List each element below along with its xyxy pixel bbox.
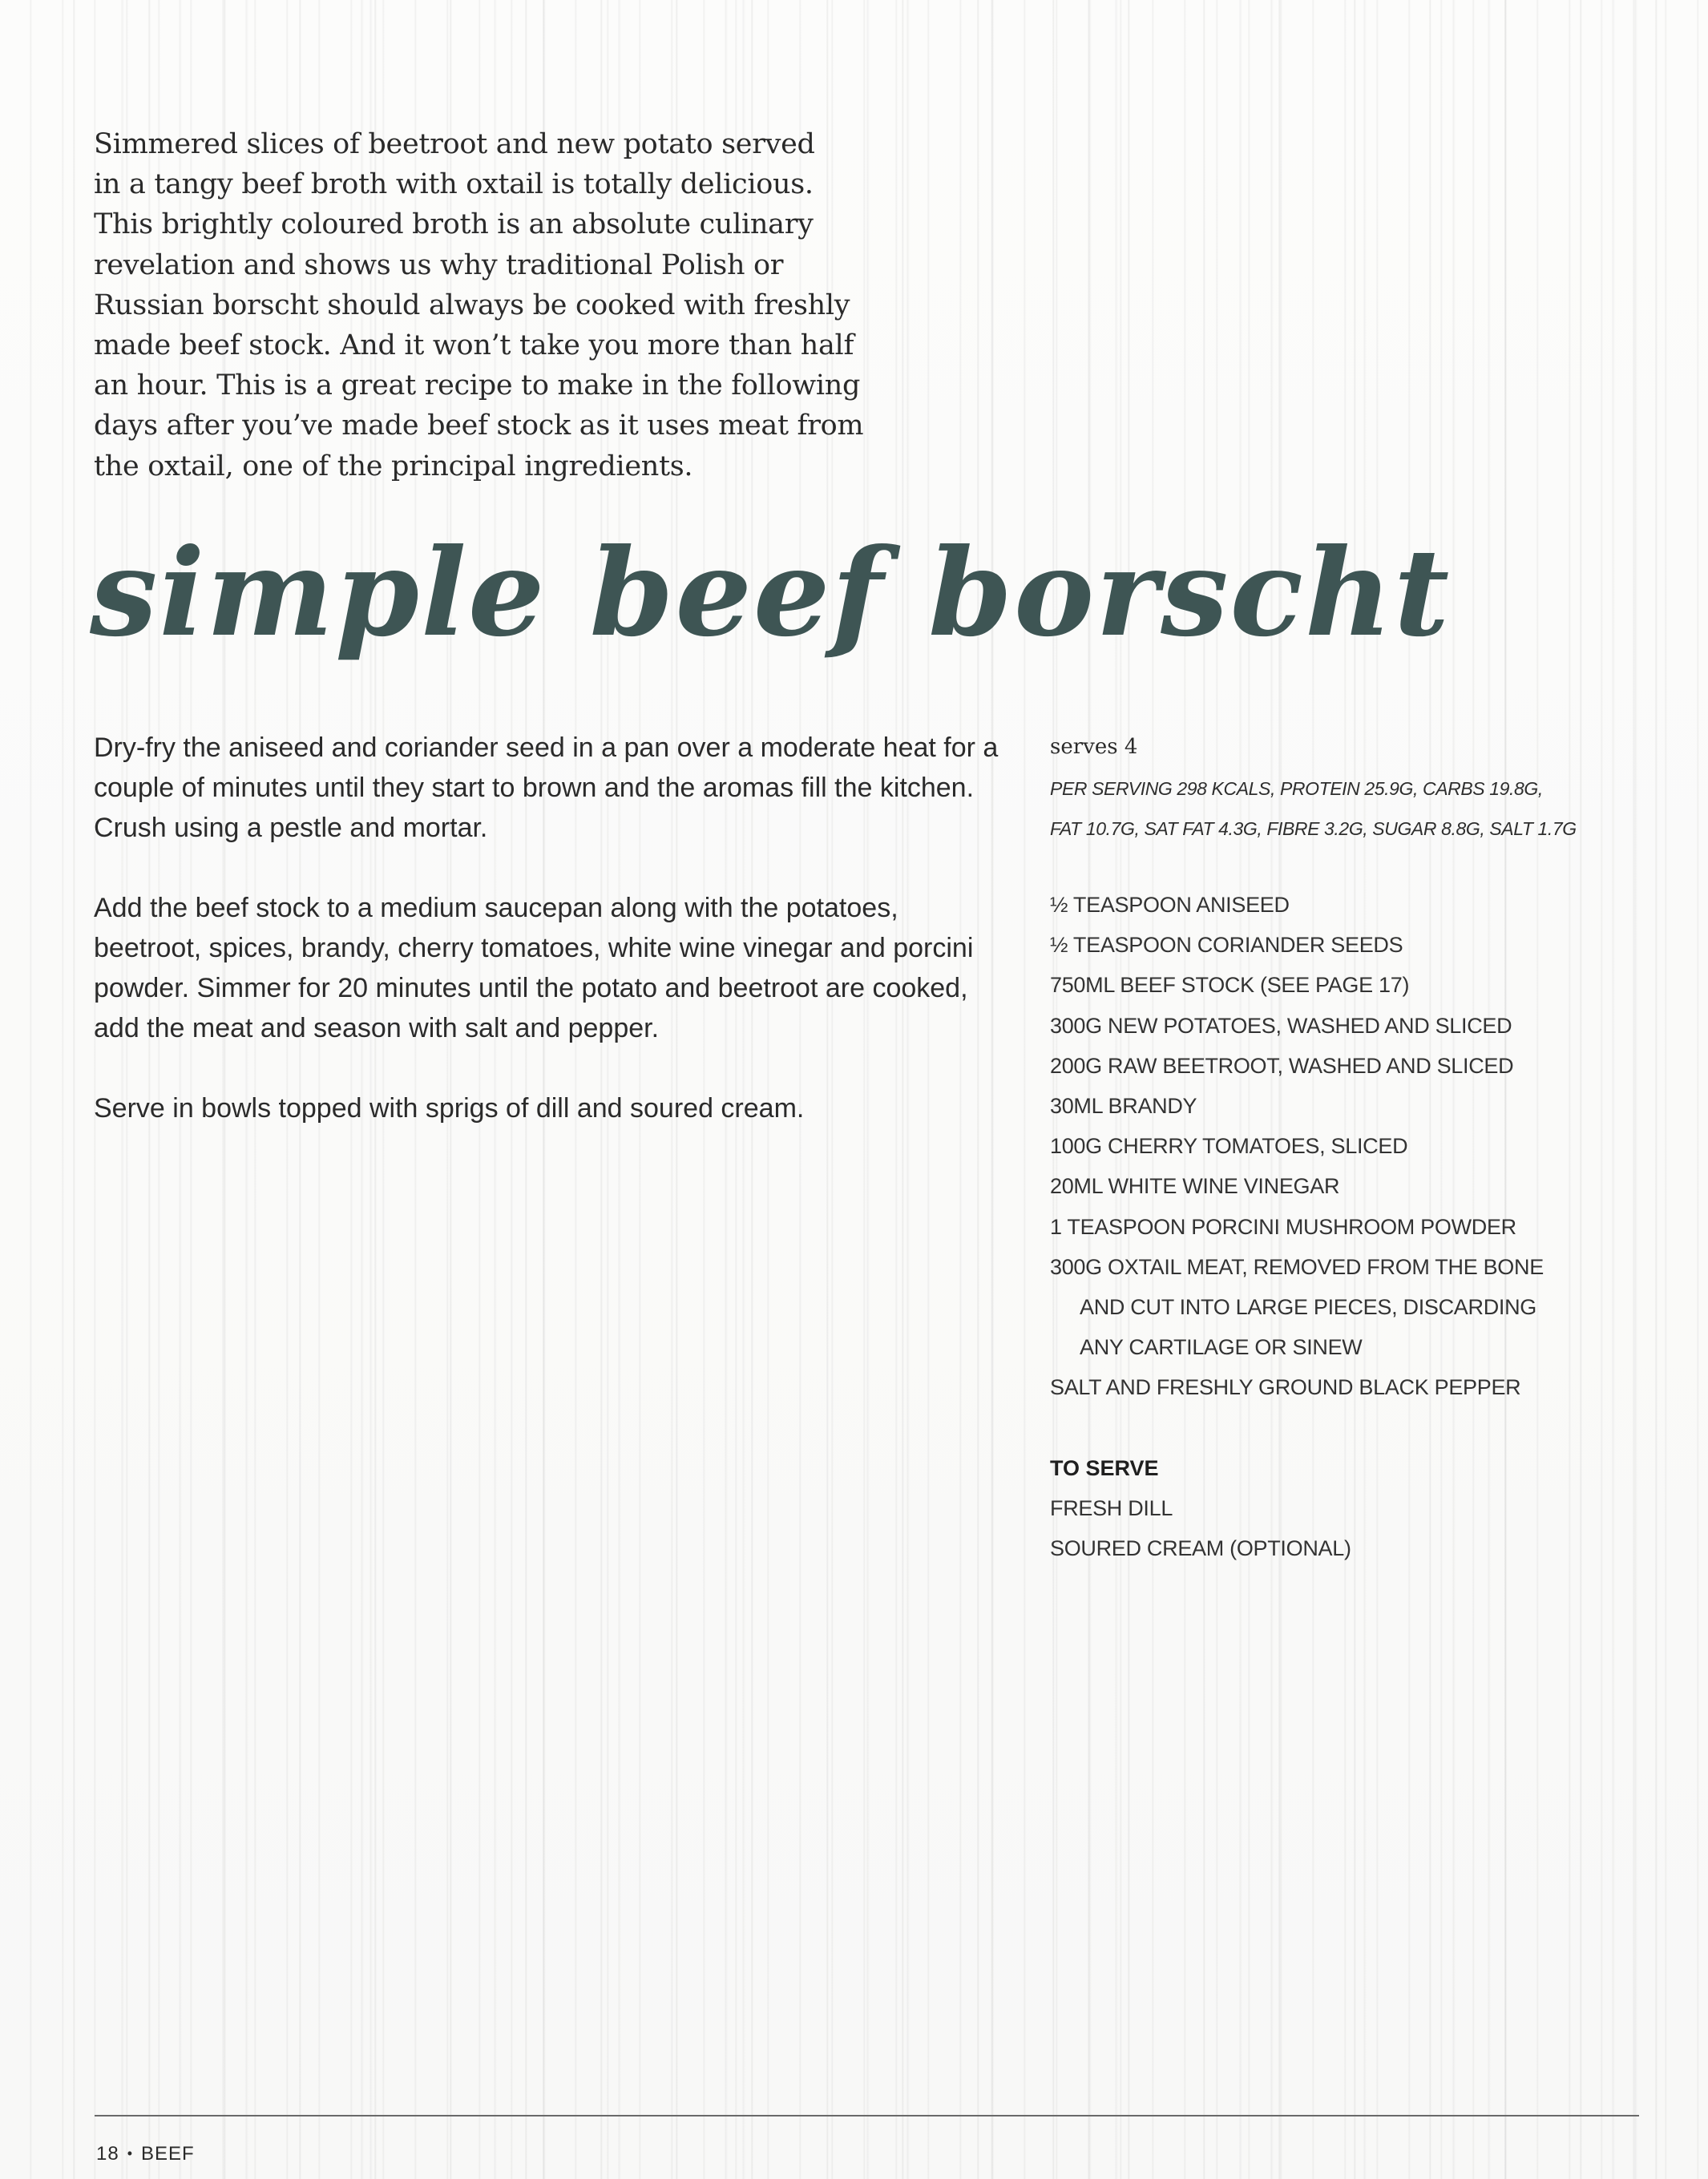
nutrition-line: FAT 10.7G, SAT FAT 4.3G, FIBRE 3.2G, SUGAR 8.8G, SALT 1.7G (1050, 818, 1577, 839)
recipe-title: simple beef borscht (90, 523, 1452, 664)
ingredient-item: 1 TEASPOON PORCINI MUSHROOM POWDER (1050, 1214, 1516, 1239)
intro-line: in a tangy beef broth with oxtail is totally delicious. (94, 168, 814, 201)
ingredient-item: 750ML BEEF STOCK (SEE PAGE 17) (1050, 973, 1410, 998)
ingredient-item: 300G OXTAIL MEAT, REMOVED FROM THE BONE (1050, 1254, 1544, 1279)
ingredient-item: ½ TEASPOON CORIANDER SEEDS (1050, 933, 1403, 958)
section-name: BEEF (141, 2143, 195, 2165)
intro-line: an hour. This is a great recipe to make in the following (94, 369, 861, 402)
ingredient-item: 200G RAW BEETROOT, WASHED AND SLICED (1050, 1053, 1514, 1078)
to-serve-item: SOURED CREAM (OPTIONAL) (1050, 1535, 1351, 1560)
intro-line: made beef stock. And it won’t take you more than half (94, 329, 854, 362)
intro-line: the oxtail, one of the principal ingredients. (94, 450, 693, 482)
method-step: Serve in bowls topped with sprigs of dill and soured cream. (94, 1093, 805, 1124)
ingredient-item: 30ML BRANDY (1050, 1094, 1197, 1119)
method-step: Add the beef stock to a medium saucepan along with the potatoes, beetroot, spices, brandy, cherry tomatoes, white wine vinegar and porcini powder. Simmer for 20 minutes until the potato and beetroot are cooked, add the meat and season with salt and pepper. (94, 893, 974, 1043)
intro-line: Russian borscht should always be cooked with freshly (94, 289, 850, 321)
page-footer (96, 2141, 195, 2166)
intro-line: Simmered slices of beetroot and new potato served (94, 128, 815, 160)
serves-count: serves 4 (1050, 735, 1138, 759)
nutrition-line: PER SERVING 298 KCALS, PROTEIN 25.9G, CARBS 19.8G, (1050, 778, 1543, 799)
page-number: 18 (96, 2143, 119, 2165)
ingredient-item: ½ TEASPOON ANISEED (1050, 893, 1290, 917)
ingredient-item-continuation: AND CUT INTO LARGE PIECES, DISCARDING (1080, 1295, 1537, 1320)
method-section (94, 728, 1007, 1168)
ingredient-item: 300G NEW POTATOES, WASHED AND SLICED (1050, 1013, 1512, 1038)
recipe-info-column (1050, 733, 1627, 1568)
ingredient-item: 20ML WHITE WINE VINEGAR (1050, 1174, 1340, 1199)
ingredient-item: 100G CHERRY TOMATOES, SLICED (1050, 1134, 1408, 1159)
intro-line: revelation and shows us why traditional Polish or (94, 248, 784, 281)
to-serve-list (1050, 1488, 1627, 1568)
nutrition-info (1050, 769, 1627, 849)
ingredient-item: SALT AND FRESHLY GROUND BLACK PEPPER (1050, 1375, 1521, 1400)
intro-paragraph (94, 124, 1016, 486)
intro-line: This brightly coloured broth is an absolute culinary (94, 208, 814, 241)
to-serve-item: FRESH DILL (1050, 1495, 1173, 1520)
intro-line: days after you’ve made beef stock as it uses meat from (94, 410, 864, 442)
ingredients-list (1050, 885, 1627, 1408)
bullet-separator-icon: • (127, 2145, 134, 2161)
to-serve-heading: TO SERVE (1050, 1455, 1159, 1480)
ingredient-item-continuation: ANY CARTILAGE OR SINEW (1080, 1335, 1363, 1360)
method-step: Dry-fry the aniseed and coriander seed in a pan over a moderate heat for a couple of minutes until they start to brown and the aromas fill the kitchen. Crush using a pestle and mortar. (94, 732, 999, 843)
footer-divider (95, 2115, 1639, 2116)
